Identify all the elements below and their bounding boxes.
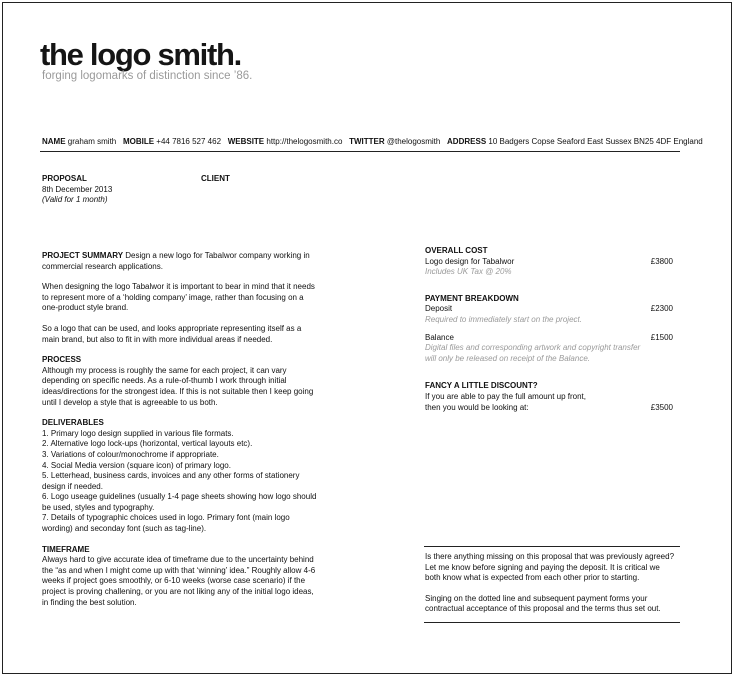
brand-logo: the logo smith. — [40, 37, 241, 72]
right-column — [425, 246, 673, 413]
cost-item-label: Logo design for Tabalwor — [425, 256, 515, 266]
list-item: 7. Details of typographic choices used in logo. Primary font (main logo wording) and seconday font (such as tag-line). — [42, 513, 290, 534]
cost-heading: OVERALL COST — [425, 246, 488, 255]
list-item: 6. Logo useage guidelines (usually 1-4 page sheets showing how logo should be used, styles and typography. — [42, 492, 317, 512]
website-link[interactable]: http://thelogosmith.co — [266, 137, 343, 146]
list-item: 4. Social Media version (square icon) of primary logo. — [42, 460, 231, 470]
name-label: NAME — [42, 137, 66, 146]
client-heading: CLIENT — [201, 174, 230, 183]
closing-para-2: Singing on the dotted line and subsequent payment forms your contractual acceptance of this proposal and the terms thus set out. — [425, 593, 661, 614]
list-item: 3. Variations of colour/monochrome if appropriate. — [42, 449, 219, 459]
proposal-heading: PROPOSAL — [42, 174, 87, 183]
cost-item-note: Includes UK Tax @ 20% — [425, 267, 512, 277]
mobile-value: +44 7816 527 462 — [156, 137, 222, 146]
summary-intro: Design a new logo for Tabalwor company working in commercial research applications. — [42, 251, 310, 271]
closing-para-1: Is there anything missing on this proposal that was previously agreed? Let me know before signing and paying the deposit. It is critical we both know what is expected from each other prior to starting. — [425, 552, 675, 583]
payment-heading: PAYMENT BREAKDOWN — [425, 293, 519, 303]
closing-bottom-divider — [424, 622, 680, 623]
deliverables-list — [42, 429, 320, 535]
name-value: graham smith — [67, 137, 117, 146]
left-column — [42, 251, 320, 608]
discount-row — [425, 403, 673, 414]
timeframe-heading: TIMEFRAME — [42, 544, 90, 554]
closing-block — [425, 552, 677, 615]
discount-line-1: If you are able to pay the full amount up front, — [425, 391, 586, 401]
deposit-amount: £2300 — [650, 304, 673, 314]
contact-bar — [42, 137, 703, 146]
proposal-block — [42, 174, 192, 206]
proposal-date: 8th December 2013 — [42, 184, 113, 194]
brand-tagline: forging logomarks of distinction since ’86. — [42, 70, 253, 82]
list-item: 1. Primary logo design supplied in various file formats. — [42, 428, 234, 438]
address-value: 10 Badgers Copse Seaford East Sussex BN25 4DF England — [488, 137, 703, 146]
balance-note: Digital files and corresponding artwork and copyright transfer will only be released on receipt of the Balance. — [425, 343, 641, 363]
website-label: WEBSITE — [227, 137, 265, 146]
proposal-validity: (Valid for 1 month) — [42, 195, 108, 205]
deposit-note: Required to immediately start on the project. — [425, 314, 582, 324]
cost-item-amount: £3800 — [650, 256, 673, 266]
cost-row — [425, 257, 673, 268]
discount-amount: £3500 — [650, 402, 673, 412]
address-label: ADDRESS — [447, 137, 487, 146]
summary-para-3: So a logo that can be used, and looks appropriate representing itself as a main brand, but also to fit in with more individual areas if needed. — [42, 323, 302, 344]
twitter-label: TWITTER — [349, 137, 385, 146]
summary-heading: PROJECT SUMMARY — [42, 251, 124, 260]
closing-top-divider — [424, 546, 680, 547]
header-divider — [40, 151, 680, 152]
mobile-label: MOBILE — [122, 137, 155, 146]
process-heading: PROCESS — [42, 355, 82, 365]
twitter-handle[interactable]: @thelogosmith — [386, 137, 441, 146]
process-text: Although my process is roughly the same for each project, it can vary depending on specific needs. As a rule-of-thumb I work through initial ideas/directions for the strongest idea. If this is not suitable then I keep going until I develop a style that is agreeable to us both. — [42, 365, 314, 407]
discount-heading: FANCY A LITTLE DISCOUNT? — [425, 381, 538, 391]
deliverables-heading: DELIVERABLES — [42, 418, 104, 428]
timeframe-text: Always hard to give accurate idea of timeframe due to the uncertainty behind the “as and when I might come up with that ‘winning’ idea.” Roughly allow 4-6 weeks if project goes smoothly, or 6-10 weeks (worse case scenario) if the project is proving challening, or you are not liking any of the initial logo ideas, in finding the best solution. — [42, 555, 316, 607]
balance-amount: £1500 — [650, 332, 673, 342]
discount-line-2: then you would be looking at: — [425, 402, 529, 412]
deposit-label: Deposit — [425, 304, 453, 314]
list-item: 2. Alternative logo lock-ups (horizontal, vertical layouts etc). — [42, 439, 253, 449]
deposit-row — [425, 304, 673, 315]
balance-label: Balance — [425, 332, 454, 342]
balance-row — [425, 333, 673, 344]
summary-paragraph — [42, 251, 320, 272]
summary-para-2: When designing the logo Tabalwor it is important to bear in mind that it needs to represent more of a ‘holding company’ image, rather than focusing on a one-product style brand. — [42, 282, 315, 313]
list-item: 5. Letterhead, business cards, invoices and any other forms of stationery design if needed. — [42, 471, 300, 491]
